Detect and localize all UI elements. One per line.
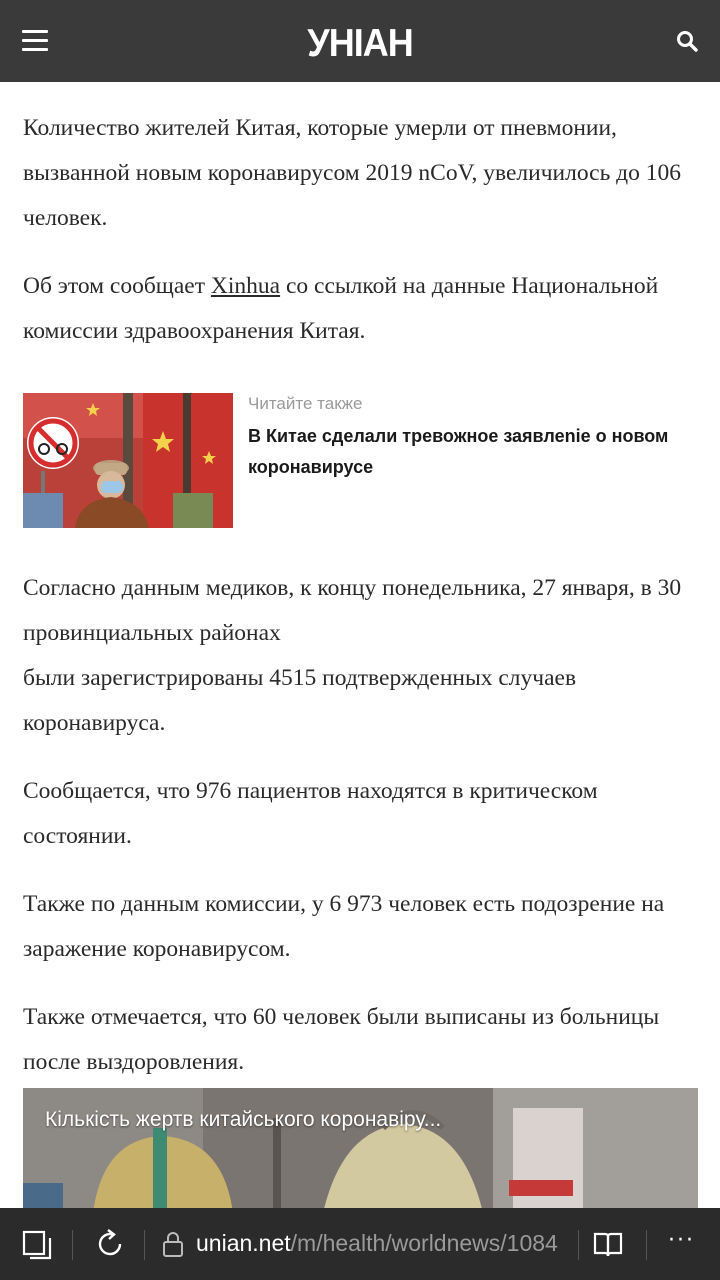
read-also-image[interactable]: [23, 393, 233, 528]
source-link[interactable]: Xinhua: [210, 273, 281, 299]
url-path: /m/health/worldnews/1084: [290, 1230, 558, 1256]
refresh-icon[interactable]: [94, 1228, 126, 1260]
article-paragraph: Количество жителей Китая, которые умерли от пневмонии, вызванной новым коронавирусом 2019 nCoV, увеличилось до 106 человек.: [23, 115, 682, 231]
source-text-after: со ссылкой на данные Национальной комиссии здравоохранения Китая.: [23, 273, 659, 344]
toolbar-divider: [646, 1230, 647, 1260]
url-host: unian.net: [196, 1230, 291, 1256]
article-body-continued: [23, 566, 698, 1085]
article-paragraph: Согласно данным медиков, к концу понедельника, 27 января, в 30 провинциальных районах: [23, 575, 682, 646]
toolbar-divider: [72, 1230, 73, 1260]
read-also-kicker: Читайте также: [248, 394, 363, 413]
site-logo[interactable]: УНІАН: [307, 20, 413, 65]
lock-icon: [158, 1228, 190, 1260]
video-player[interactable]: [23, 1088, 698, 1213]
toolbar-divider: [578, 1230, 579, 1260]
article-paragraph: Сообщается, что 976 пациентов находятся в критическом состоянии.: [23, 778, 598, 849]
article-body: [23, 106, 698, 354]
article-paragraph: были зарегистрированы 4515 подтвержденных случаев коронавируса.: [23, 665, 577, 736]
article-paragraph-source: [23, 264, 698, 354]
top-navigation-bar: [0, 0, 720, 82]
reading-view-icon[interactable]: [592, 1228, 624, 1260]
read-also-title-link[interactable]: В Китае сделали тревожное заявлеnіе о новом коронавирусе: [248, 426, 669, 477]
search-icon[interactable]: [676, 30, 698, 52]
read-also-card[interactable]: [23, 393, 698, 528]
article-paragraph: Также отмечается, что 60 человек были выписаны из больницы после выздоровления.: [23, 1004, 660, 1075]
video-title: Кількість жертв китайського коронавіру...: [45, 1108, 442, 1131]
browser-bottom-bar: [0, 1208, 720, 1280]
address-bar-url[interactable]: [196, 1230, 576, 1257]
toolbar-divider: [144, 1230, 145, 1260]
tabs-icon[interactable]: [22, 1228, 54, 1260]
source-text-before: Об этом сообщает: [23, 273, 211, 299]
article-paragraph: Также по данным комиссии, у 6 973 человек есть подозрение на заражение коронавирусом.: [23, 891, 665, 962]
more-icon[interactable]: ···: [668, 1228, 695, 1253]
